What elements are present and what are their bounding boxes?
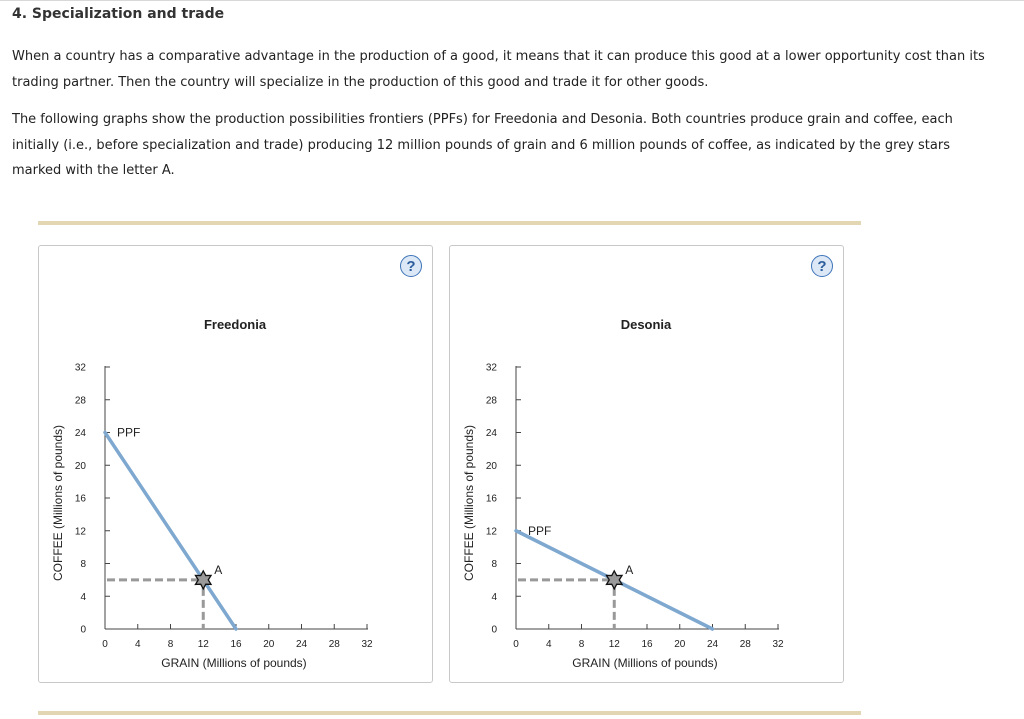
y-tick-label: 0	[80, 624, 86, 636]
y-tick-label: 32	[74, 362, 86, 374]
top-divider	[0, 0, 1024, 1]
ppf-line	[105, 433, 236, 630]
y-tick-label: 12	[485, 526, 497, 538]
ppf-label: PPF	[528, 523, 552, 538]
x-tick-label: 32	[361, 639, 373, 650]
x-tick-label: 24	[706, 639, 719, 650]
x-tick-label: 4	[545, 639, 552, 650]
y-tick-label: 20	[74, 460, 86, 472]
freedonia-help-button[interactable]: ?	[400, 255, 422, 277]
y-axis-label: COFFEE (Millions of pounds)	[51, 424, 65, 582]
graph-section-top-divider	[38, 221, 861, 225]
ppf-label: PPF	[117, 425, 141, 440]
y-tick-label: 4	[491, 591, 497, 603]
freedonia-graph-panel	[38, 245, 433, 683]
x-tick-label: 20	[263, 639, 275, 650]
x-tick-label: 12	[608, 639, 620, 650]
point-a-star	[606, 571, 622, 589]
y-tick-label: 28	[485, 395, 497, 407]
graph-description-paragraph: The following graphs show the production possibilities frontiers (PPFs) for Freedonia and Desonia. Both countries produce grain and coffee, each initially (i.e., before specialization and trade) producing 12 million pounds of grain and 6 million pounds of coffee, as indicated by the grey stars marked with the letter A.	[12, 112, 953, 178]
x-tick-label: 28	[328, 639, 340, 650]
desonia-help-button[interactable]: ?	[811, 255, 833, 277]
y-tick-label: 0	[491, 624, 497, 636]
freedonia-chart	[39, 246, 434, 684]
y-axis-label: COFFEE (Millions of pounds)	[462, 424, 476, 582]
desonia-graph-panel	[449, 245, 844, 683]
x-tick-label: 0	[102, 639, 108, 650]
y-tick-label: 8	[80, 559, 86, 570]
y-tick-label: 16	[485, 493, 497, 505]
x-tick-label: 0	[513, 639, 519, 650]
point-a-label: A	[625, 562, 634, 577]
y-tick-label: 32	[485, 362, 497, 374]
x-tick-label: 16	[641, 639, 653, 650]
x-tick-label: 20	[674, 639, 686, 650]
desonia-chart	[450, 246, 845, 684]
y-tick-label: 16	[74, 493, 86, 505]
y-tick-label: 24	[485, 428, 497, 439]
x-tick-label: 8	[578, 639, 585, 650]
chart-title: Freedonia	[203, 317, 267, 332]
x-tick-label: 28	[739, 639, 751, 650]
x-tick-label: 16	[230, 639, 242, 650]
point-a-label: A	[214, 562, 223, 577]
chart-title: Desonia	[620, 317, 672, 332]
y-tick-label: 24	[74, 428, 86, 439]
y-tick-label: 20	[485, 460, 497, 472]
graph-section-bottom-divider	[38, 711, 861, 715]
x-tick-label: 4	[134, 639, 141, 650]
x-axis-label: GRAIN (Millions of pounds)	[161, 656, 307, 670]
question-heading: 4. Specialization and trade	[12, 6, 225, 22]
y-tick-label: 28	[74, 395, 86, 407]
x-axis-label: GRAIN (Millions of pounds)	[572, 656, 718, 670]
x-tick-label: 24	[295, 639, 308, 650]
x-tick-label: 32	[772, 639, 784, 650]
intro-paragraph: When a country has a comparative advantage in the production of a good, it means that it can produce this good at a lower opportunity cost than its trading partner. Then the country will specialize in the production of this good and trade it for other goods.	[12, 49, 985, 90]
x-tick-label: 12	[197, 639, 209, 650]
y-tick-label: 12	[74, 526, 86, 538]
y-tick-label: 4	[80, 591, 86, 603]
y-tick-label: 8	[491, 559, 497, 570]
x-tick-label: 8	[167, 639, 174, 650]
